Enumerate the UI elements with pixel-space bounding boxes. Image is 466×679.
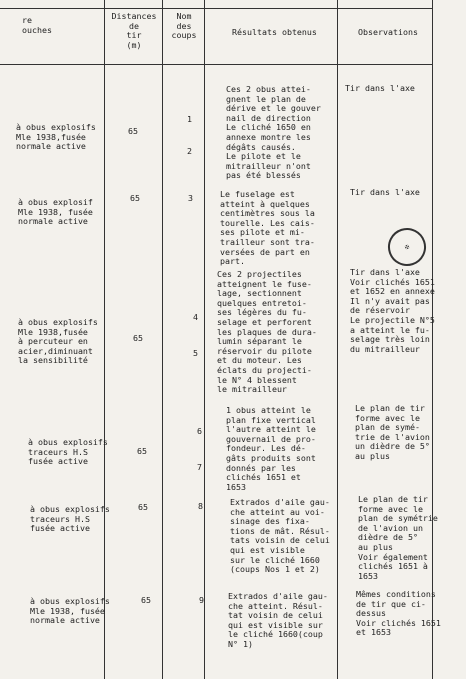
header-resultats: Résultats obtenus — [232, 27, 317, 37]
header-observations: Observations — [358, 27, 418, 37]
observation-cell: Le plan de tir forme avec le plan de symétrie de l'avion un dièdre de 5° au plus Voir également clichés 1651 à 1653 — [358, 494, 438, 581]
resultat-cell: Le fuselage est atteint à quelques centimètres sous la tourelle. Les cais- ses pilote et mi- trailleur sont tra- versées de part en part. — [220, 189, 315, 267]
header-nombre-coups: Nom des coups — [171, 11, 197, 41]
header-munitions: re ouches — [22, 15, 52, 35]
column-rule — [104, 0, 105, 679]
coup-number: 6 — [197, 426, 202, 436]
munition-cell: à obus explosifs traceurs H.S fusée active — [28, 437, 108, 467]
header-top-rule — [0, 8, 432, 9]
coup-number: 7 — [197, 462, 202, 472]
distance-cell: 65 — [138, 502, 148, 512]
column-rule — [162, 0, 163, 679]
distance-cell: 65 — [128, 126, 138, 136]
column-rule — [337, 0, 338, 679]
coup-number: 1 — [187, 114, 192, 124]
resultat-cell: 1 obus atteint le plan fixe vertical l'autre atteint le gouvernail de pro- fondeur. Les dé- gâts produits sont donnés par les clichés 1651 et 1653 — [226, 405, 316, 492]
coup-number: 3 — [188, 193, 193, 203]
munition-cell: à obus explosif Mle 1938, fusée normale active — [18, 197, 93, 227]
stamp-seal-icon: ✠ — [383, 223, 431, 271]
observation-cell: Tir dans l'axe Voir clichés 1651 et 1652 en annexe Il n'y avait pas de réservoir Le projectile N°5 a atteint le fu- selage très loin du mitrailleur — [350, 267, 435, 354]
coup-number: 9 — [199, 595, 204, 605]
munition-cell: à obus explosifs Mle 1938,fusée normale active — [16, 122, 96, 152]
observation-cell: Le plan de tir forme avec le plan de symé- trie de l'avion un dièdre de 5° au plus — [355, 403, 430, 461]
coup-number: 5 — [193, 348, 198, 358]
coup-number: 2 — [187, 146, 192, 156]
header-distances: Distances de tir (m) — [111, 11, 157, 50]
resultat-cell: Ces 2 projectiles atteignent le fuse- lage, sectionnent quelques entretoi- ses légères du fu- selage et perforent les plaques de dura- lumin séparant le réservoir du pilote et du moteur. Les éclats du projecti- le N° 4 blessent le mitrailleur — [217, 269, 317, 395]
coup-number: 4 — [193, 312, 198, 322]
resultat-cell: Ces 2 obus attei- gnent le plan de dérive et le gouver nail de direction Le cliché 1650 en annexe montre les dégâts causés. Le pilote et le mitrailleur n'ont pas été blessés — [226, 84, 321, 181]
observation-cell: Tir dans l'axe — [350, 187, 420, 197]
munition-cell: à obus explosifs Mle 1938,fusée à percuteur en acier,diminuant la sensibilité — [18, 317, 98, 366]
header-bottom-rule — [0, 64, 432, 65]
distance-cell: 65 — [141, 595, 151, 605]
distance-cell: 65 — [130, 193, 140, 203]
distance-cell: 65 — [137, 446, 147, 456]
distance-cell: 65 — [133, 333, 143, 343]
observation-cell: Tir dans l'axe — [345, 83, 415, 93]
observation-cell: Mêmes conditions de tir que ci- dessus Voir clichés 1651 et 1653 — [356, 589, 441, 638]
munition-cell: à obus explosifs Mle 1938, fusée normale active — [30, 596, 110, 626]
munition-cell: à obus explosifs traceurs H.S fusée active — [30, 504, 110, 534]
coup-number: 8 — [198, 501, 203, 511]
resultat-cell: Extrados d'aile gau- che atteint. Résul- tat voisin de celui qui est visible sur le cliché 1660(coup N° 1) — [228, 591, 328, 649]
resultat-cell: Extrados d'aile gau- che atteint au voi- sinage des fixa- tions de mât. Résul- tats voisin de celui qui est visible sur le cliché 1660 (coups Nos 1 et 2) — [230, 497, 330, 575]
column-rule — [204, 0, 205, 679]
